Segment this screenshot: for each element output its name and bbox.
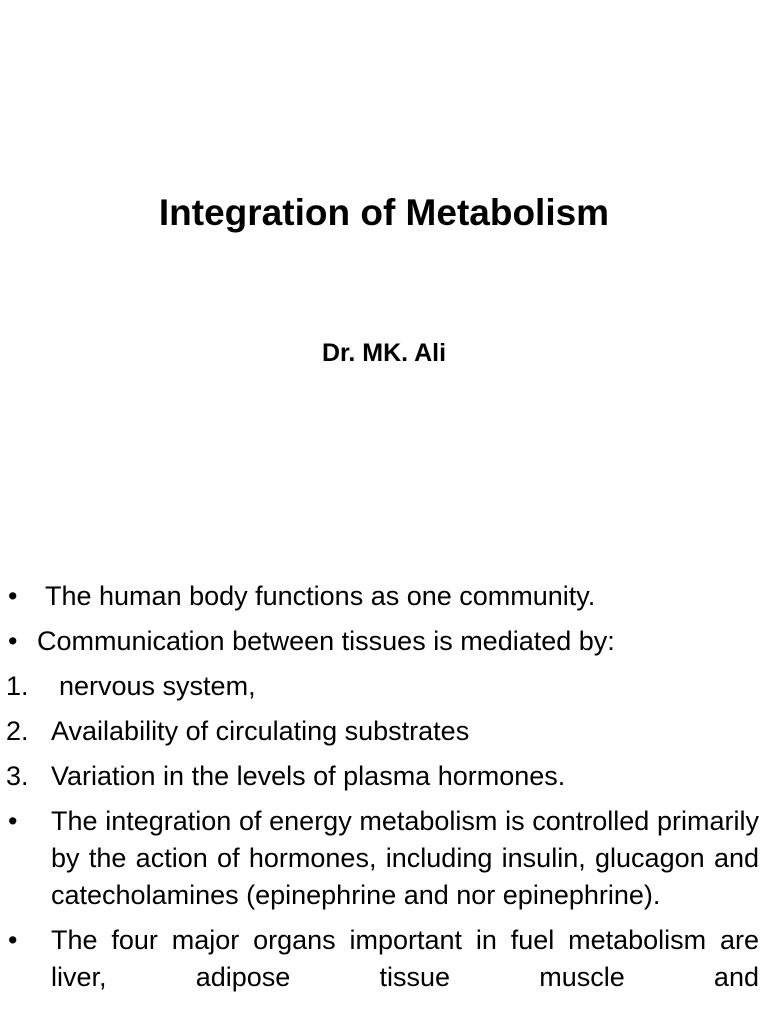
- bullet-marker: •: [8, 806, 18, 836]
- list-item-text: Communication between tissues is mediated by:: [37, 626, 615, 656]
- bullet-marker: •: [8, 626, 18, 656]
- list-item: [0, 803, 768, 914]
- list-item: [0, 922, 768, 996]
- list-item: [0, 758, 768, 795]
- number-marker: 2.: [6, 716, 29, 746]
- slide-author: Dr. MK. Ali: [321, 339, 447, 367]
- list-item: [0, 668, 768, 705]
- list-item-text: Variation in the levels of plasma hormones.: [51, 761, 566, 791]
- list-item-text: The integration of energy metabolism is controlled primarily by the action of hormones, including insulin, glucagon and catecholamines (epinephrine and nor epinephrine).: [51, 806, 759, 910]
- number-marker: 3.: [6, 761, 29, 791]
- slide-content: [0, 578, 768, 1004]
- list-item: [0, 578, 768, 615]
- list-item-text: Availability of circulating substrates: [51, 716, 470, 746]
- list-item: [0, 623, 768, 660]
- slide-title: Integration of Metabolism: [158, 192, 610, 233]
- list-item-text: The four major organs important in fuel metabolism are liver, adipose tissue muscle and: [51, 925, 759, 992]
- list-item-text: The human body functions as one community.: [45, 581, 596, 611]
- list-item-text: nervous system,: [59, 671, 256, 701]
- list-item: [0, 713, 768, 750]
- number-marker: 1.: [6, 671, 29, 701]
- bullet-marker: •: [8, 925, 18, 955]
- bullet-marker: •: [8, 581, 18, 611]
